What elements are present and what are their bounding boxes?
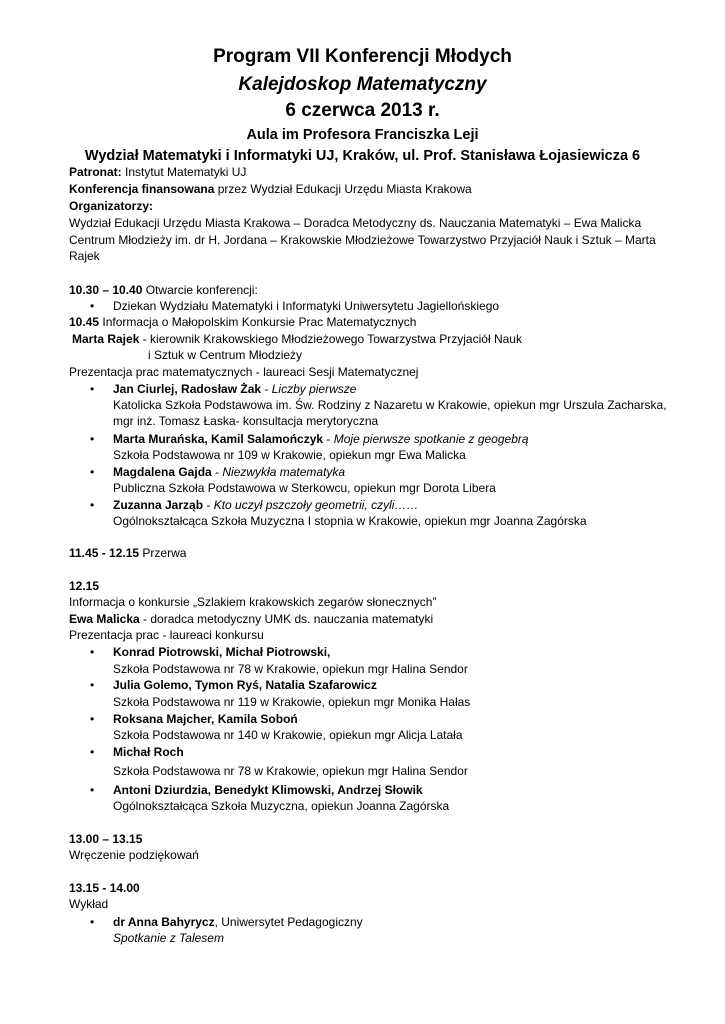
bullet-icon: •: [90, 645, 95, 659]
person-name: Ewa Malicka: [69, 612, 140, 626]
entry-sep: -: [261, 382, 272, 396]
session-time-line: [69, 314, 416, 330]
entry-names: Magdalena Gajda: [113, 465, 212, 479]
entry-names: Konrad Piotrowski, Michał Piotrowski,: [113, 645, 331, 659]
entry-title: Kto uczył pszczoły geometrii, czyli……: [213, 498, 419, 512]
person-desc: - kierownik Krakowskiego Młodzieżowego Towarzystwa Przyjaciół Nauk: [139, 332, 522, 346]
entry-names: Roksana Majcher, Kamila Soboń: [113, 712, 298, 726]
bullet-icon: •: [90, 915, 95, 929]
speaker-name: dr Anna Bahyrycz: [113, 915, 215, 929]
org-label: Organizatorzy:: [69, 199, 154, 213]
org-line: Wydział Edukacji Urzędu Miasta Krakowa – Doradca Metodyczny ds. Nauczania Matematyki – Ewa Malicka: [69, 216, 642, 230]
org-line: Centrum Młodzieży im. dr H. Jordana – Krakowskie Młodzieżowe Towarzystwo Przyjaciół Nauk i Sztuk – Marta: [69, 233, 656, 247]
session-time: 11.45 - 12.15: [69, 546, 140, 560]
bullet-icon: •: [90, 432, 95, 446]
list-item: [113, 431, 529, 447]
list-item: [113, 497, 418, 513]
entry-names: Jan Ciurlej, Radosław Żak: [113, 382, 262, 396]
entry-names: Julia Golemo, Tymon Ryś, Natalia Szafarowicz: [113, 678, 377, 692]
entry-school: Szkoła Podstawowa nr 109 w Krakowie, opiekun mgr Ewa Malicka: [113, 448, 466, 462]
bullet-icon: •: [90, 382, 95, 396]
finans-value: przez Wydział Edukacji Urzędu Miasta Krakowa: [214, 182, 472, 196]
entry-names: Zuzanna Jarząb: [113, 498, 204, 512]
entry-school: Katolicka Szkoła Podstawowa im. Św. Rodziny z Nazaretu w Krakowie, opiekun mgr Urszula Zacharska,: [113, 398, 667, 412]
patronat-label: Patronat:: [69, 165, 122, 179]
bullet-icon: •: [90, 299, 95, 313]
entry-school: mgr inż. Tomasz Łaska- konsultacja merytoryczna: [113, 414, 379, 428]
list-item: Dziekan Wydziału Matematyki i Informatyki Uniwersytetu Jagiellońskiego: [113, 299, 500, 313]
entry-names: Marta Murańska, Kamil Salamończyk: [113, 432, 324, 446]
session-desc: Wręczenie podziękowań: [69, 848, 199, 862]
finans-label: Konferencja finansowana: [69, 182, 215, 196]
session-time: 13.15 - 14.00: [69, 881, 140, 895]
session-time: 10.30 – 10.40: [69, 283, 143, 297]
session-time: 13.00 – 13.15: [69, 832, 143, 846]
session-time-line: [69, 282, 258, 298]
person-name: Marta Rajek: [72, 332, 140, 346]
speaker-line: [113, 914, 363, 930]
entry-sep: -: [211, 465, 223, 479]
entry-title: Moje pierwsze spotkanie z geogebrą: [333, 432, 529, 446]
conference-date: 6 czerwca 2013 r.: [285, 100, 440, 121]
session-info: Informacja o konkursie „Szlakiem krakowskich zegarów słonecznych”: [69, 595, 437, 609]
entry-sep: -: [203, 498, 214, 512]
session-time: 10.45: [69, 315, 100, 329]
session-desc: Przerwa: [139, 546, 187, 560]
entry-names: Michał Roch: [113, 745, 184, 759]
person-desc: - doradca metodyczny UMK ds. nauczania matematyki: [139, 612, 434, 626]
entry-school: Szkoła Podstawowa nr 119 w Krakowie, opiekun mgr Monika Hałas: [113, 695, 471, 709]
entry-title: Niezwykła matematyka: [222, 465, 346, 479]
patronat-value: Instytut Matematyki UJ: [121, 165, 247, 179]
session-desc: Informacja o Małopolskim Konkursie Prac Matematycznych: [99, 315, 417, 329]
bullet-icon: •: [90, 712, 95, 726]
entry-sep: -: [323, 432, 334, 446]
entry-school: Ogólnokształcąca Szkoła Muzyczna, opiekun Joanna Zagórska: [113, 799, 450, 813]
bullet-icon: •: [90, 678, 95, 692]
address: Wydział Matematyki i Informatyki UJ, Kraków, ul. Prof. Stanisława Łojasiewicza 6: [84, 148, 641, 164]
org-line: Rajek: [69, 249, 100, 263]
venue: Aula im Profesora Franciszka Leji: [246, 127, 479, 143]
bullet-icon: •: [90, 498, 95, 512]
page-title: Program VII Konferencji Młodych: [213, 46, 512, 67]
speaker-affiliation: , Uniwersytet Pedagogiczny: [214, 915, 363, 929]
list-item: [113, 381, 356, 397]
conference-subtitle: Kalejdoskop Matematyczny: [238, 74, 487, 95]
entry-school: Publiczna Szkoła Podstawowa w Sterkowcu, opiekun mgr Dorota Libera: [113, 481, 496, 495]
presentation-heading: Prezentacja prac matematycznych - laureaci Sesji Matematycznej: [69, 365, 419, 379]
presentation-heading: Prezentacja prac - laureaci konkursu: [69, 628, 264, 642]
entry-school: Szkoła Podstawowa nr 78 w Krakowie, opiekun mgr Halina Sendor: [113, 662, 468, 676]
finans-line: [69, 181, 472, 197]
list-item: [113, 464, 345, 480]
patronat-line: [69, 164, 246, 180]
bullet-icon: •: [90, 783, 95, 797]
bullet-icon: •: [90, 465, 95, 479]
talk-title: Spotkanie z Talesem: [113, 931, 224, 945]
session-desc: Otwarcie konferencji:: [142, 283, 258, 297]
entry-school: Ogólnokształcąca Szkoła Muzyczna I stopnia w Krakowie, opiekun mgr Joanna Zagórska: [113, 514, 587, 528]
entry-school: Szkoła Podstawowa nr 78 w Krakowie, opiekun mgr Halina Sendor: [113, 764, 468, 778]
entry-names: Antoni Dziurdzia, Benedykt Klimowski, Andrzej Słowik: [113, 783, 423, 797]
entry-title: Liczby pierwsze: [271, 382, 357, 396]
session-time: 12.15: [69, 579, 100, 593]
person-desc-cont: i Sztuk w Centrum Młodzieży: [148, 348, 303, 362]
session-time-line: [69, 545, 186, 561]
session-desc: Wykład: [69, 897, 109, 911]
bullet-icon: •: [90, 745, 95, 759]
entry-school: Szkoła Podstawowa nr 140 w Krakowie, opiekun mgr Alicja Latała: [113, 728, 463, 742]
person-line: [69, 611, 433, 627]
person-line: [72, 331, 522, 347]
